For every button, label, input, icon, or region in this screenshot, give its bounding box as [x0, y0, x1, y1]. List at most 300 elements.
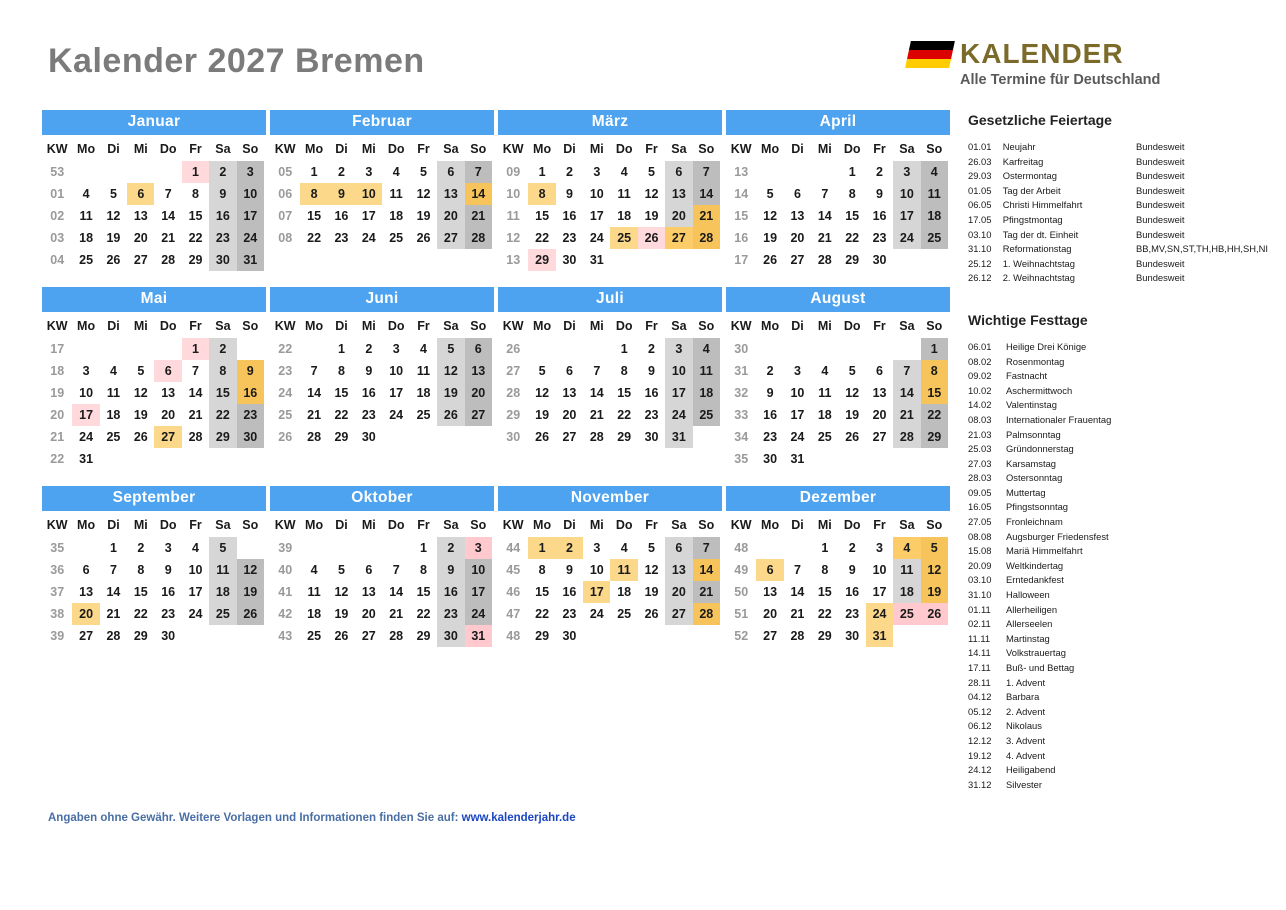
festival-row — [968, 588, 1268, 603]
festival-row — [968, 442, 1268, 457]
holiday-date: 25.12 — [968, 257, 992, 269]
day-cell: 18 — [921, 205, 948, 227]
weekday-header-cell: KW — [730, 518, 752, 532]
festival-name: Fastnacht — [1006, 370, 1048, 382]
day-cell: 13 — [79, 585, 94, 599]
weekday-header-cell: Mi — [817, 142, 832, 156]
empty-day-cell — [328, 537, 355, 559]
empty-day-cell — [866, 338, 893, 360]
day-cell: 14 — [188, 386, 203, 400]
weekday-header-cell: Mo — [533, 319, 552, 333]
day-cell: 6 — [793, 187, 801, 201]
empty-day-cell — [665, 625, 692, 647]
day-cell: 9 — [365, 364, 373, 378]
week-row — [42, 338, 264, 360]
day-cell: 23 — [763, 430, 778, 444]
day-cell: 23 — [334, 231, 349, 245]
weekday-header-cell: Sa — [899, 518, 915, 532]
empty-day-cell — [583, 338, 610, 360]
empty-day-cell — [528, 338, 555, 360]
month-block — [270, 287, 498, 470]
day-cell: 15 — [133, 585, 148, 599]
weekday-header-cell: Di — [107, 142, 120, 156]
day-cell: 25 — [209, 603, 236, 625]
day-cell: 1 — [182, 161, 209, 183]
festival-row — [968, 559, 1268, 574]
day-cell: 29 — [921, 426, 948, 448]
weekday-header-cell: KW — [46, 142, 68, 156]
day-cell: 7 — [192, 364, 199, 378]
day-cell: 26 — [638, 227, 665, 249]
day-cell: 3 — [237, 161, 264, 183]
day-cell: 25 — [893, 603, 920, 625]
day-cell: 22 — [845, 231, 860, 245]
weekday-header-cell: Di — [791, 518, 804, 532]
day-cell: 6 — [756, 559, 783, 581]
weekday-header-cell: Di — [563, 142, 576, 156]
weekday-header-cell: Mo — [305, 142, 324, 156]
week-row — [726, 404, 948, 426]
day-cell: 25 — [693, 404, 720, 426]
holiday-scope: Bundesweit — [1136, 155, 1185, 167]
empty-day-cell — [355, 537, 382, 559]
week-row — [42, 205, 264, 227]
empty-day-cell — [756, 161, 783, 183]
month-block — [42, 486, 270, 647]
day-cell: 13 — [437, 183, 464, 205]
day-cell: 11 — [79, 209, 93, 223]
weekday-header-row — [498, 137, 720, 161]
day-cell: 1 — [821, 541, 829, 555]
footer-text: Angaben ohne Gewähr. Weitere Vorlagen und Informationen finden Sie auf: — [48, 812, 462, 824]
festival-name: Allerheiligen — [1006, 603, 1058, 615]
week-row — [498, 559, 720, 581]
day-cell: 4 — [620, 541, 628, 555]
week-row — [42, 183, 264, 205]
festival-row — [968, 617, 1268, 632]
festival-row — [968, 632, 1268, 647]
festival-date: 02.11 — [968, 618, 991, 630]
week-row — [498, 404, 720, 426]
day-cell: 23 — [161, 607, 176, 621]
week-row — [42, 161, 264, 183]
day-cell: 5 — [648, 165, 655, 179]
week-number-cell: 23 — [278, 364, 293, 378]
weekday-header-cell: Do — [159, 142, 177, 156]
weekday-header-cell: Fr — [645, 319, 658, 333]
week-row — [270, 205, 492, 227]
day-cell: 19 — [237, 581, 264, 603]
day-cell: 6 — [465, 338, 492, 360]
month-table — [726, 314, 948, 470]
week-number-cell: 53 — [50, 165, 65, 179]
empty-day-cell — [237, 338, 264, 360]
weekday-header-cell: Mi — [589, 319, 604, 333]
weekday-header-cell: Di — [791, 319, 804, 333]
day-cell: 28 — [693, 603, 720, 625]
month-title: Januar — [42, 110, 266, 135]
day-cell: 1 — [538, 165, 546, 179]
day-cell: 19 — [644, 209, 659, 223]
footer-link[interactable]: www.kalenderjahr.de — [461, 812, 576, 824]
day-cell: 19 — [437, 382, 464, 404]
weekday-header-cell: Sa — [899, 319, 915, 333]
page-title: Kalender 2027 Bremen — [48, 42, 425, 80]
day-cell: 8 — [420, 563, 427, 577]
weekday-header-cell: Do — [387, 142, 405, 156]
day-cell: 3 — [876, 541, 883, 555]
weekday-header-cell: Fr — [417, 142, 430, 156]
day-cell: 14 — [693, 183, 720, 205]
day-cell: 21 — [693, 205, 720, 227]
weekday-header-cell: Sa — [443, 142, 459, 156]
week-row — [726, 559, 948, 581]
day-cell: 12 — [845, 386, 860, 400]
week-row — [270, 625, 492, 647]
day-cell: 3 — [465, 537, 492, 559]
day-cell: 28 — [893, 426, 920, 448]
month-title: September — [42, 486, 266, 511]
week-number-cell: 16 — [734, 231, 749, 245]
day-cell: 11 — [693, 360, 720, 382]
weekday-header-row — [726, 314, 948, 338]
day-cell: 16 — [334, 209, 349, 223]
week-row — [726, 338, 948, 360]
week-row — [42, 426, 264, 448]
day-cell: 21 — [465, 205, 492, 227]
day-cell: 25 — [307, 629, 322, 643]
festival-name: Heilige Drei Könige — [1006, 340, 1087, 352]
day-cell: 23 — [209, 227, 236, 249]
day-cell: 3 — [665, 338, 692, 360]
festival-date: 15.08 — [968, 545, 992, 557]
day-cell: 24 — [589, 231, 604, 245]
day-cell: 10 — [893, 183, 920, 205]
day-cell: 2 — [848, 541, 856, 555]
month-table — [42, 137, 264, 271]
day-cell: 14 — [589, 386, 604, 400]
day-cell: 11 — [416, 364, 431, 378]
week-number-cell: 46 — [506, 585, 521, 599]
month-table — [498, 137, 720, 271]
holiday-scope: Bundesweit — [1136, 184, 1185, 196]
weekday-header-cell: Mo — [77, 518, 96, 532]
festival-name: Erntedankfest — [1006, 574, 1064, 586]
day-cell: 6 — [365, 563, 373, 577]
week-row — [726, 227, 948, 249]
day-cell: 30 — [562, 253, 577, 267]
festival-row — [968, 340, 1268, 355]
empty-day-cell — [300, 338, 327, 360]
festival-date: 25.03 — [968, 443, 992, 455]
day-cell: 10 — [79, 386, 94, 400]
empty-day-cell — [437, 426, 464, 448]
holiday-row — [968, 184, 1268, 199]
week-row — [42, 603, 264, 625]
empty-day-cell — [154, 161, 181, 183]
day-cell: 22 — [535, 607, 550, 621]
month-block — [42, 287, 270, 470]
festival-date: 04.12 — [968, 691, 992, 703]
weekday-header-row — [42, 513, 264, 537]
weekday-header-row — [270, 137, 492, 161]
empty-day-cell — [893, 338, 920, 360]
festival-row — [968, 457, 1268, 472]
day-cell: 10 — [355, 183, 382, 205]
day-cell: 17 — [188, 585, 203, 599]
day-cell: 19 — [763, 231, 778, 245]
day-cell: 24 — [665, 404, 692, 426]
weekday-header-cell: Sa — [443, 518, 459, 532]
day-cell: 22 — [535, 231, 550, 245]
day-cell: 13 — [790, 209, 805, 223]
day-cell: 16 — [562, 585, 577, 599]
holiday-date: 26.12 — [968, 272, 992, 284]
festival-date: 06.01 — [968, 340, 992, 352]
day-cell: 25 — [617, 607, 632, 621]
day-cell: 13 — [133, 209, 148, 223]
day-cell: 21 — [893, 404, 920, 426]
day-cell: 29 — [416, 629, 431, 643]
day-cell: 2 — [209, 338, 236, 360]
day-cell: 17 — [389, 386, 404, 400]
day-cell: 4 — [821, 364, 829, 378]
day-cell: 24 — [465, 603, 492, 625]
day-cell: 15 — [188, 209, 203, 223]
holiday-date: 01.05 — [968, 184, 992, 196]
festival-row — [968, 486, 1268, 501]
day-cell: 27 — [562, 430, 577, 444]
festival-row — [968, 603, 1268, 618]
weekday-header-cell: Fr — [873, 319, 886, 333]
week-number-cell: 35 — [50, 541, 65, 555]
day-cell: 8 — [528, 183, 555, 205]
weekday-header-row — [726, 137, 948, 161]
weekday-header-cell: KW — [502, 142, 524, 156]
week-row — [726, 183, 948, 205]
month-title: Oktober — [270, 486, 494, 511]
weekday-header-cell: Mo — [77, 142, 96, 156]
week-number-cell: 37 — [50, 585, 65, 599]
week-row — [270, 338, 492, 360]
week-row — [726, 537, 948, 559]
month-table — [270, 137, 492, 249]
festival-name: Halloween — [1006, 589, 1050, 601]
festival-name: Barbara — [1006, 691, 1040, 703]
day-cell: 6 — [127, 183, 154, 205]
festival-row — [968, 646, 1268, 661]
brand-name: KALENDER — [960, 38, 1124, 69]
day-cell: 26 — [535, 430, 550, 444]
day-cell: 3 — [365, 165, 373, 179]
week-number-cell: 15 — [734, 209, 749, 223]
day-cell: 1 — [420, 541, 427, 555]
weekday-header-cell: Fr — [417, 319, 430, 333]
empty-day-cell — [811, 338, 838, 360]
day-cell: 11 — [818, 386, 832, 400]
festival-name: 1. Advent — [1006, 676, 1046, 688]
week-number-cell: 48 — [506, 629, 521, 643]
festival-name: Rosenmontag — [1006, 355, 1065, 367]
weekday-header-cell: KW — [274, 142, 296, 156]
day-cell: 28 — [307, 430, 322, 444]
weekday-header-cell: Di — [107, 518, 120, 532]
day-cell: 27 — [665, 227, 692, 249]
day-cell: 19 — [416, 209, 431, 223]
day-cell: 26 — [437, 404, 464, 426]
day-cell: 23 — [644, 408, 659, 422]
day-cell: 31 — [665, 426, 692, 448]
week-number-cell: 33 — [734, 408, 749, 422]
week-number-cell: 24 — [278, 386, 293, 400]
day-cell: 22 — [817, 607, 832, 621]
day-cell: 11 — [617, 187, 631, 201]
weekday-header-cell: So — [926, 518, 943, 532]
quarter-row — [42, 287, 954, 470]
weekday-header-cell: Fr — [189, 319, 202, 333]
day-cell: 20 — [872, 408, 887, 422]
day-cell: 25 — [106, 430, 121, 444]
day-cell: 3 — [593, 541, 601, 555]
day-cell: 20 — [133, 231, 148, 245]
day-cell: 13 — [872, 386, 887, 400]
day-cell: 26 — [644, 607, 659, 621]
festival-name: Pfingstsonntag — [1006, 501, 1069, 513]
empty-day-cell — [182, 625, 209, 647]
festival-date: 05.12 — [968, 705, 992, 717]
festival-name: Muttertag — [1006, 486, 1046, 498]
weekday-header-cell: Mo — [305, 518, 324, 532]
empty-day-cell — [72, 537, 99, 559]
day-cell: 23 — [872, 231, 887, 245]
festival-date: 14.02 — [968, 399, 992, 411]
day-cell: 18 — [893, 581, 920, 603]
empty-day-cell — [893, 448, 920, 470]
day-cell: 2 — [209, 161, 236, 183]
day-cell: 27 — [133, 253, 148, 267]
month-title: November — [498, 486, 722, 511]
day-cell: 20 — [465, 382, 492, 404]
day-cell: 9 — [565, 187, 573, 201]
day-cell: 21 — [693, 581, 720, 603]
festival-date: 08.02 — [968, 355, 992, 367]
week-number-cell: 01 — [50, 187, 65, 201]
week-number-cell: 26 — [506, 342, 521, 356]
day-cell: 26 — [845, 430, 860, 444]
holiday-scope: Bundesweit — [1136, 141, 1185, 152]
week-number-cell: 25 — [278, 408, 293, 422]
day-cell: 12 — [535, 386, 550, 400]
week-row — [498, 625, 720, 647]
day-cell: 26 — [334, 629, 349, 643]
week-number-cell: 31 — [734, 364, 749, 378]
week-number-cell: 27 — [506, 364, 521, 378]
quarter-row — [42, 110, 954, 271]
day-cell: 6 — [437, 161, 464, 183]
week-row — [726, 603, 948, 625]
week-number-cell: 19 — [50, 386, 65, 400]
festival-date: 08.08 — [968, 530, 992, 542]
day-cell: 16 — [763, 408, 778, 422]
empty-day-cell — [756, 537, 783, 559]
festival-row — [968, 500, 1268, 515]
festival-name: Internationaler Frauentag — [1006, 413, 1112, 425]
festival-row — [968, 690, 1268, 705]
day-cell: 19 — [845, 408, 860, 422]
day-cell: 11 — [921, 183, 948, 205]
week-row — [498, 338, 720, 360]
day-cell: 12 — [644, 563, 659, 577]
festival-name: 3. Advent — [1006, 734, 1046, 746]
day-cell: 30 — [763, 452, 778, 466]
festival-date: 12.12 — [968, 734, 992, 746]
festival-name: Valentinstag — [1006, 399, 1057, 411]
month-table — [498, 513, 720, 647]
day-cell: 16 — [361, 386, 376, 400]
day-cell: 12 — [133, 386, 148, 400]
festival-name: Allerseelen — [1006, 618, 1053, 630]
day-cell: 14 — [790, 585, 805, 599]
day-cell: 26 — [921, 603, 948, 625]
weekday-header-row — [270, 314, 492, 338]
festival-row — [968, 719, 1268, 734]
empty-day-cell — [72, 161, 99, 183]
week-number-cell: 02 — [50, 209, 65, 223]
day-cell: 15 — [209, 382, 236, 404]
holiday-name: 1. Weihnachtstag — [1002, 257, 1075, 269]
day-cell: 15 — [921, 382, 948, 404]
empty-day-cell — [893, 625, 920, 647]
festival-name: Nikolaus — [1006, 720, 1042, 732]
week-row — [270, 227, 492, 249]
week-number-cell: 13 — [506, 253, 521, 267]
festival-name: Fronleichnam — [1006, 516, 1063, 528]
day-cell: 29 — [209, 426, 236, 448]
day-cell: 5 — [209, 537, 236, 559]
week-number-cell: 04 — [50, 253, 65, 267]
day-cell: 26 — [763, 253, 778, 267]
day-cell: 31 — [465, 625, 492, 647]
day-cell: 5 — [766, 187, 774, 201]
day-cell: 6 — [82, 563, 90, 577]
day-cell: 20 — [361, 607, 376, 621]
empty-day-cell — [556, 338, 583, 360]
empty-day-cell — [693, 249, 720, 271]
day-cell: 29 — [845, 253, 860, 267]
weekday-header-row — [42, 314, 264, 338]
day-cell: 4 — [893, 537, 920, 559]
day-cell: 30 — [361, 430, 376, 444]
week-number-cell: 12 — [506, 231, 521, 245]
day-cell: 17 — [790, 408, 805, 422]
week-number-cell: 48 — [734, 541, 749, 555]
weekday-header-cell: Mo — [761, 518, 780, 532]
festival-row — [968, 369, 1268, 384]
week-number-cell: 13 — [734, 165, 749, 179]
weekday-header-cell: Di — [791, 142, 804, 156]
day-cell: 16 — [237, 382, 264, 404]
day-cell: 6 — [565, 364, 573, 378]
day-cell: 25 — [921, 227, 948, 249]
day-cell: 31 — [589, 253, 604, 267]
week-row — [726, 382, 948, 404]
holiday-name: Tag der Arbeit — [1002, 184, 1061, 196]
weekday-header-cell: Mo — [77, 319, 96, 333]
weekday-header-cell: Do — [387, 518, 405, 532]
day-cell: 8 — [300, 183, 327, 205]
month-block — [42, 110, 270, 271]
day-cell: 17 — [589, 209, 604, 223]
